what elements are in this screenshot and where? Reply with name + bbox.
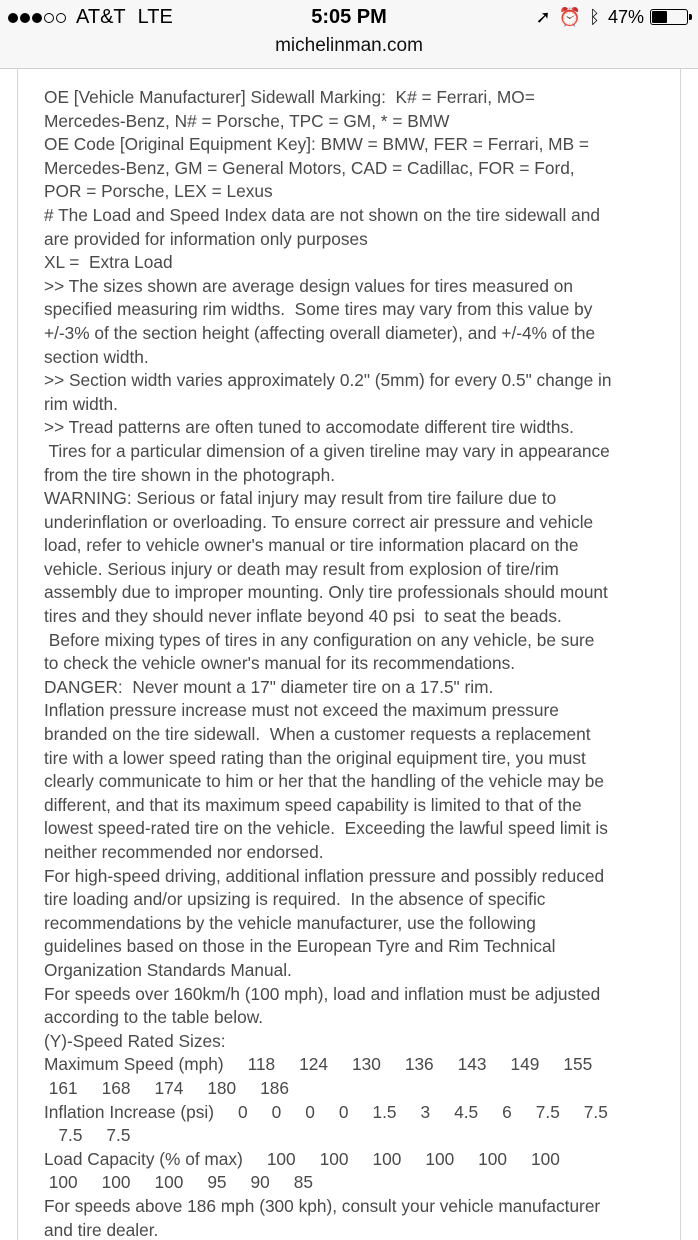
text-line: >> Tread patterns are often tuned to accomodate different tire widths. [44, 417, 574, 438]
text-line: OE Code [Original Equipment Key]: BMW = BMW, FER = Ferrari, MB = [44, 134, 590, 155]
text-line: Organization Standards Manual. [44, 959, 292, 980]
alarm-clock-icon: ⏰ [558, 7, 582, 27]
text-line: For speeds above 186 mph (300 kph), consult your vehicle manufacturer [44, 1195, 601, 1216]
text-line: +/-3% of the section height (affecting overall diameter), and +/-4% of the [44, 322, 596, 343]
text-line: recommendations by the vehicle manufacturer, use the following [44, 912, 536, 933]
text-line: OE [Vehicle Manufacturer] Sidewall Marking: K# = Ferrari, MO= [44, 87, 535, 107]
address-domain[interactable]: michelinman.com [275, 35, 423, 56]
text-line: Before mixing types of tires in any configuration on any vehicle, be sure [44, 629, 595, 650]
text-line: Inflation Increase (psi) 0 0 0 0 1.5 3 4.5 6 7.5 7.5 [44, 1101, 608, 1122]
text-line: 161 168 174 180 186 [44, 1077, 289, 1098]
text-line: XL = Extra Load [44, 252, 173, 273]
text-line: Mercedes-Benz, GM = General Motors, CAD = Cadillac, FOR = Ford, [44, 157, 575, 178]
text-line: For speeds over 160km/h (100 mph), load and inflation must be adjusted [44, 983, 601, 1004]
text-line: >> The sizes shown are average design values for tires measured on [44, 275, 573, 296]
text-line: lowest speed-rated tire on the vehicle. Exceeding the lawful speed limit is [44, 818, 608, 839]
carrier-name: AT&T [76, 6, 126, 28]
text-line: are provided for information only purposes [44, 228, 368, 249]
text-line: tire loading and/or upsizing is required. In the absence of specific [44, 889, 546, 910]
status-right [528, 6, 688, 28]
text-line: WARNING: Serious or fatal injury may result from tire failure due to [44, 488, 557, 509]
text-line: from the tire shown in the photograph. [44, 464, 336, 485]
text-line: tire with a lower speed rating than the original equipment tire, you must [44, 747, 586, 768]
text-line: underinflation or overloading. To ensure correct air pressure and vehicle [44, 511, 594, 532]
text-line: # The Load and Speed Index data are not shown on the tire sidewall and [44, 204, 600, 225]
text-line: specified measuring rim widths. Some tires may vary from this value by [44, 299, 593, 320]
location-arrow-icon: ➚ [535, 7, 551, 27]
text-line: Tires for a particular dimension of a given tireline may vary in appearance [44, 440, 610, 461]
text-line: different, and that its maximum speed capability is limited to that of the [44, 794, 582, 815]
status-bar [0, 0, 698, 36]
text-line: POR = Porsche, LEX = Lexus [44, 181, 273, 202]
text-line: vehicle. Serious injury or death may result from explosion of tire/rim [44, 558, 559, 579]
text-line: section width. [44, 346, 149, 367]
text-line: neither recommended nor endorsed. [44, 842, 324, 862]
tire-info-text [44, 86, 664, 1240]
battery-percent: 47% [607, 7, 644, 27]
text-line: rim width. [44, 393, 118, 414]
text-line: Inflation pressure increase must not exceed the maximum pressure [44, 700, 559, 721]
text-line: according to the table below. [44, 1007, 264, 1028]
network-type: LTE [137, 6, 173, 28]
text-line: Mercedes-Benz, N# = Porsche, TPC = GM, * = BMW [44, 110, 450, 131]
text-line: 100 100 100 95 90 85 [44, 1172, 313, 1193]
text-line: to check the vehicle owner's manual for its recommendations. [44, 653, 516, 674]
battery-fill [652, 11, 667, 23]
text-line: assembly due to improper mounting. Only tire professionals should mount [44, 582, 608, 603]
text-line: (Y)-Speed Rated Sizes: [44, 1030, 226, 1051]
address-bar[interactable] [0, 36, 698, 69]
page-content[interactable] [17, 69, 681, 1240]
text-line: load, refer to vehicle owner's manual or tire information placard on the [44, 535, 579, 556]
text-line: and tire dealer. [44, 1219, 159, 1240]
text-line: clearly communicate to him or her that the handling of the vehicle may be [44, 771, 605, 792]
text-line: branded on the tire sidewall. When a customer requests a replacement [44, 724, 591, 745]
text-line: Load Capacity (% of max) 100 100 100 100 100 100 [44, 1148, 560, 1169]
battery-tip [689, 14, 692, 20]
bluetooth-icon: ᛒ [589, 7, 600, 27]
text-line: tires and they should never inflate beyond 40 psi to seat the beads. [44, 606, 562, 627]
text-line: guidelines based on those in the European Tyre and Rim Technical [44, 936, 556, 957]
battery-icon [650, 9, 688, 25]
text-line: DANGER: Never mount a 17" diameter tire on a 17.5" rim. [44, 676, 494, 697]
text-line: 7.5 7.5 [44, 1125, 131, 1146]
text-line: For high-speed driving, additional inflation pressure and possibly reduced [44, 865, 605, 886]
text-line: >> Section width varies approximately 0.2" (5mm) for every 0.5" change in [44, 370, 612, 391]
status-time: 5:05 PM [311, 6, 387, 28]
text-line: Maximum Speed (mph) 118 124 130 136 143 149 155 [44, 1054, 593, 1075]
